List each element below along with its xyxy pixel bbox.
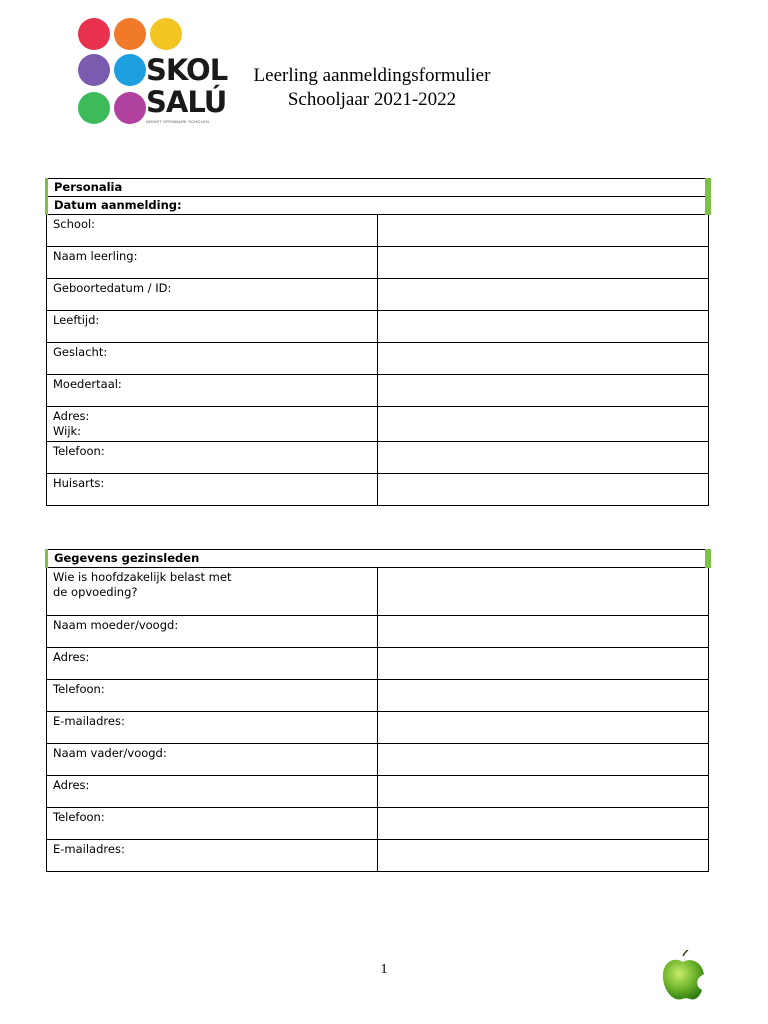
personalia-heading: Personalia bbox=[47, 179, 709, 197]
gezinsleden-table bbox=[45, 549, 711, 872]
logo-tagline: DIENST OPENBARE SCHOLEN bbox=[146, 119, 209, 124]
field-label-opvoeding-line-2: de opvoeding? bbox=[53, 585, 138, 599]
field-label: Geboortedatum / ID: bbox=[47, 279, 378, 311]
table-row bbox=[47, 840, 709, 872]
skol-salu-logo bbox=[76, 16, 228, 128]
field-label bbox=[47, 407, 378, 442]
logo-dot-orange bbox=[114, 18, 146, 50]
green-apple-icon bbox=[660, 950, 706, 1002]
field-label bbox=[47, 568, 378, 616]
table-row bbox=[47, 616, 709, 648]
field-value-opvoeding[interactable] bbox=[377, 568, 708, 616]
field-label: Adres: bbox=[47, 648, 378, 680]
title-line-2: Schooljaar 2021-2022 bbox=[287, 89, 457, 110]
table-row bbox=[47, 808, 709, 840]
logo-dot-green bbox=[78, 92, 110, 124]
field-value-naam-leerling[interactable] bbox=[377, 247, 708, 279]
field-value-geboortedatum[interactable] bbox=[377, 279, 708, 311]
table-row bbox=[47, 343, 709, 375]
table-row bbox=[47, 442, 709, 474]
gezinsleden-heading: Gegevens gezinsleden bbox=[47, 550, 709, 568]
logo-dot-yellow bbox=[150, 18, 182, 50]
field-value-adres[interactable] bbox=[377, 407, 708, 442]
field-value-leeftijd[interactable] bbox=[377, 311, 708, 343]
field-label: Geslacht: bbox=[47, 343, 378, 375]
field-label: Moedertaal: bbox=[47, 375, 378, 407]
table-row bbox=[47, 744, 709, 776]
logo-word-skol: SKOL bbox=[146, 53, 228, 87]
field-label-opvoeding-line-1: Wie is hoofdzakelijk belast met bbox=[53, 570, 232, 584]
table-row bbox=[47, 279, 709, 311]
logo-word-salu: SALÚ bbox=[146, 85, 227, 119]
field-value-moedertaal[interactable] bbox=[377, 375, 708, 407]
table-row bbox=[47, 474, 709, 506]
table-header-row bbox=[47, 179, 709, 197]
logo-dot-red bbox=[78, 18, 110, 50]
field-value-adres-moeder[interactable] bbox=[377, 648, 708, 680]
table-row bbox=[47, 680, 709, 712]
field-label: E-mailadres: bbox=[47, 840, 378, 872]
field-label-adres: Adres: bbox=[53, 409, 90, 423]
table-row bbox=[47, 568, 709, 616]
table-row bbox=[47, 407, 709, 442]
field-label: Naam leerling: bbox=[47, 247, 378, 279]
datum-aanmelding-label: Datum aanmelding: bbox=[47, 197, 709, 215]
field-value-telefoon[interactable] bbox=[377, 442, 708, 474]
field-value-email-vader[interactable] bbox=[377, 840, 708, 872]
table-row bbox=[47, 712, 709, 744]
logo-dot-magenta bbox=[114, 92, 146, 124]
table-row bbox=[47, 375, 709, 407]
personalia-table bbox=[45, 178, 711, 506]
field-value-email-moeder[interactable] bbox=[377, 712, 708, 744]
field-label: Naam vader/voogd: bbox=[47, 744, 378, 776]
table-subheader-row bbox=[47, 197, 709, 215]
field-label: Telefoon: bbox=[47, 808, 378, 840]
logo-dot-blue bbox=[114, 54, 146, 86]
field-label: Leeftijd: bbox=[47, 311, 378, 343]
table-row bbox=[47, 648, 709, 680]
table-row bbox=[47, 247, 709, 279]
field-value-naam-moeder[interactable] bbox=[377, 616, 708, 648]
page-number: 1 bbox=[380, 962, 388, 977]
table-row bbox=[47, 311, 709, 343]
field-label: School: bbox=[47, 215, 378, 247]
field-value-adres-vader[interactable] bbox=[377, 776, 708, 808]
field-label-wijk: Wijk: bbox=[53, 424, 82, 438]
field-label: Naam moeder/voogd: bbox=[47, 616, 378, 648]
field-label: Huisarts: bbox=[47, 474, 378, 506]
field-value-telefoon-moeder[interactable] bbox=[377, 680, 708, 712]
field-value-huisarts[interactable] bbox=[377, 474, 708, 506]
field-value-naam-vader[interactable] bbox=[377, 744, 708, 776]
field-label: Telefoon: bbox=[47, 442, 378, 474]
field-value-school[interactable] bbox=[377, 215, 708, 247]
logo-dot-purple bbox=[78, 54, 110, 86]
document-title bbox=[230, 64, 514, 112]
field-label: Telefoon: bbox=[47, 680, 378, 712]
field-value-telefoon-vader[interactable] bbox=[377, 808, 708, 840]
title-line-1: Leerling aanmeldingsformulier bbox=[253, 65, 491, 86]
table-row bbox=[47, 776, 709, 808]
field-label: Adres: bbox=[47, 776, 378, 808]
field-value-geslacht[interactable] bbox=[377, 343, 708, 375]
table-row bbox=[47, 215, 709, 247]
table-header-row bbox=[47, 550, 709, 568]
field-label: E-mailadres: bbox=[47, 712, 378, 744]
